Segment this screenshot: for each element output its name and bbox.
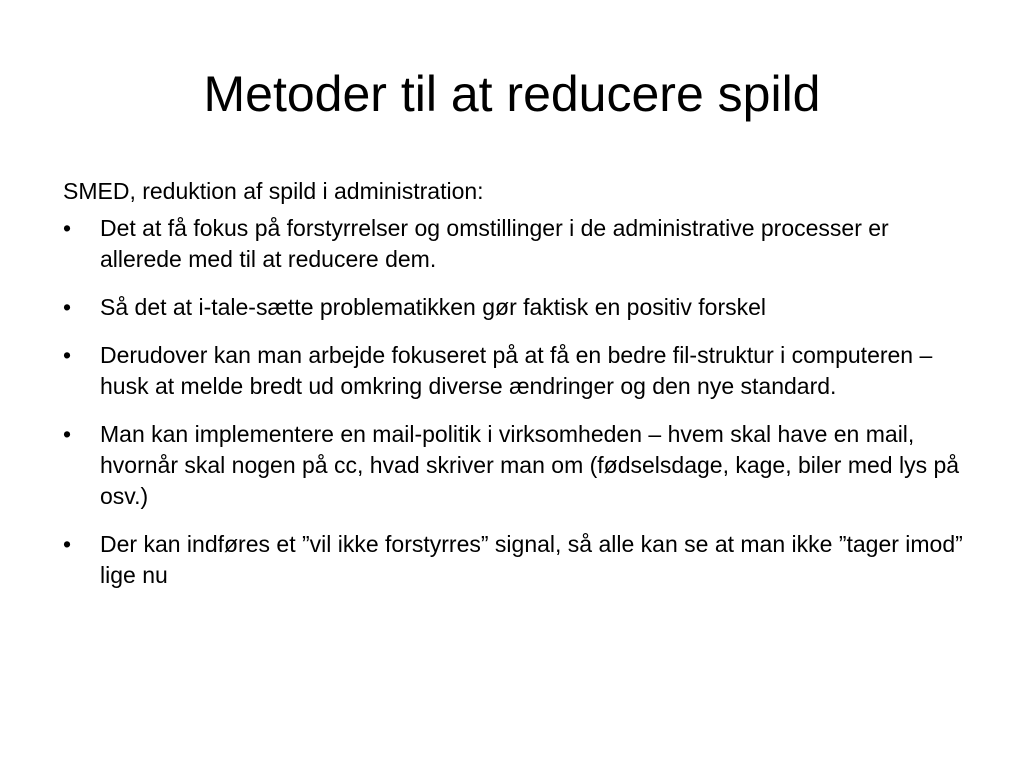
bullet-item	[63, 340, 973, 402]
slide-body	[63, 176, 973, 608]
bullet-text: Det at få fokus på forstyrrelser og omstillinger i de administrative processer er allerede med til at reducere dem.	[100, 215, 889, 272]
bullet-list	[63, 213, 973, 591]
bullet-icon: •	[63, 531, 72, 557]
bullet-item	[63, 419, 973, 512]
slide-title: Metoder til at reducere spild	[203, 66, 821, 122]
bullet-icon: •	[63, 215, 72, 241]
bullet-item	[63, 292, 973, 323]
bullet-icon: •	[63, 342, 72, 368]
bullet-text: Så det at i-tale-sætte problematikken gør faktisk en positiv forskel	[100, 294, 767, 320]
bullet-item	[63, 213, 973, 275]
intro-text: SMED, reduktion af spild i administration:	[63, 178, 484, 204]
bullet-icon: •	[63, 294, 72, 320]
bullet-text: Man kan implementere en mail-politik i virksomheden – hvem skal have en mail, hvornår skal nogen på cc, hvad skriver man om (fødselsdage, kage, biler med lys på osv.)	[100, 421, 960, 509]
bullet-text: Der kan indføres et ”vil ikke forstyrres” signal, så alle kan se at man ikke ”tager imod” lige nu	[100, 531, 963, 588]
bullet-icon: •	[63, 421, 72, 447]
bullet-item	[63, 529, 973, 591]
bullet-text: Derudover kan man arbejde fokuseret på at få en bedre fil-struktur i computeren – husk at melde bredt ud omkring diverse ændringer og den nye standard.	[100, 342, 933, 399]
